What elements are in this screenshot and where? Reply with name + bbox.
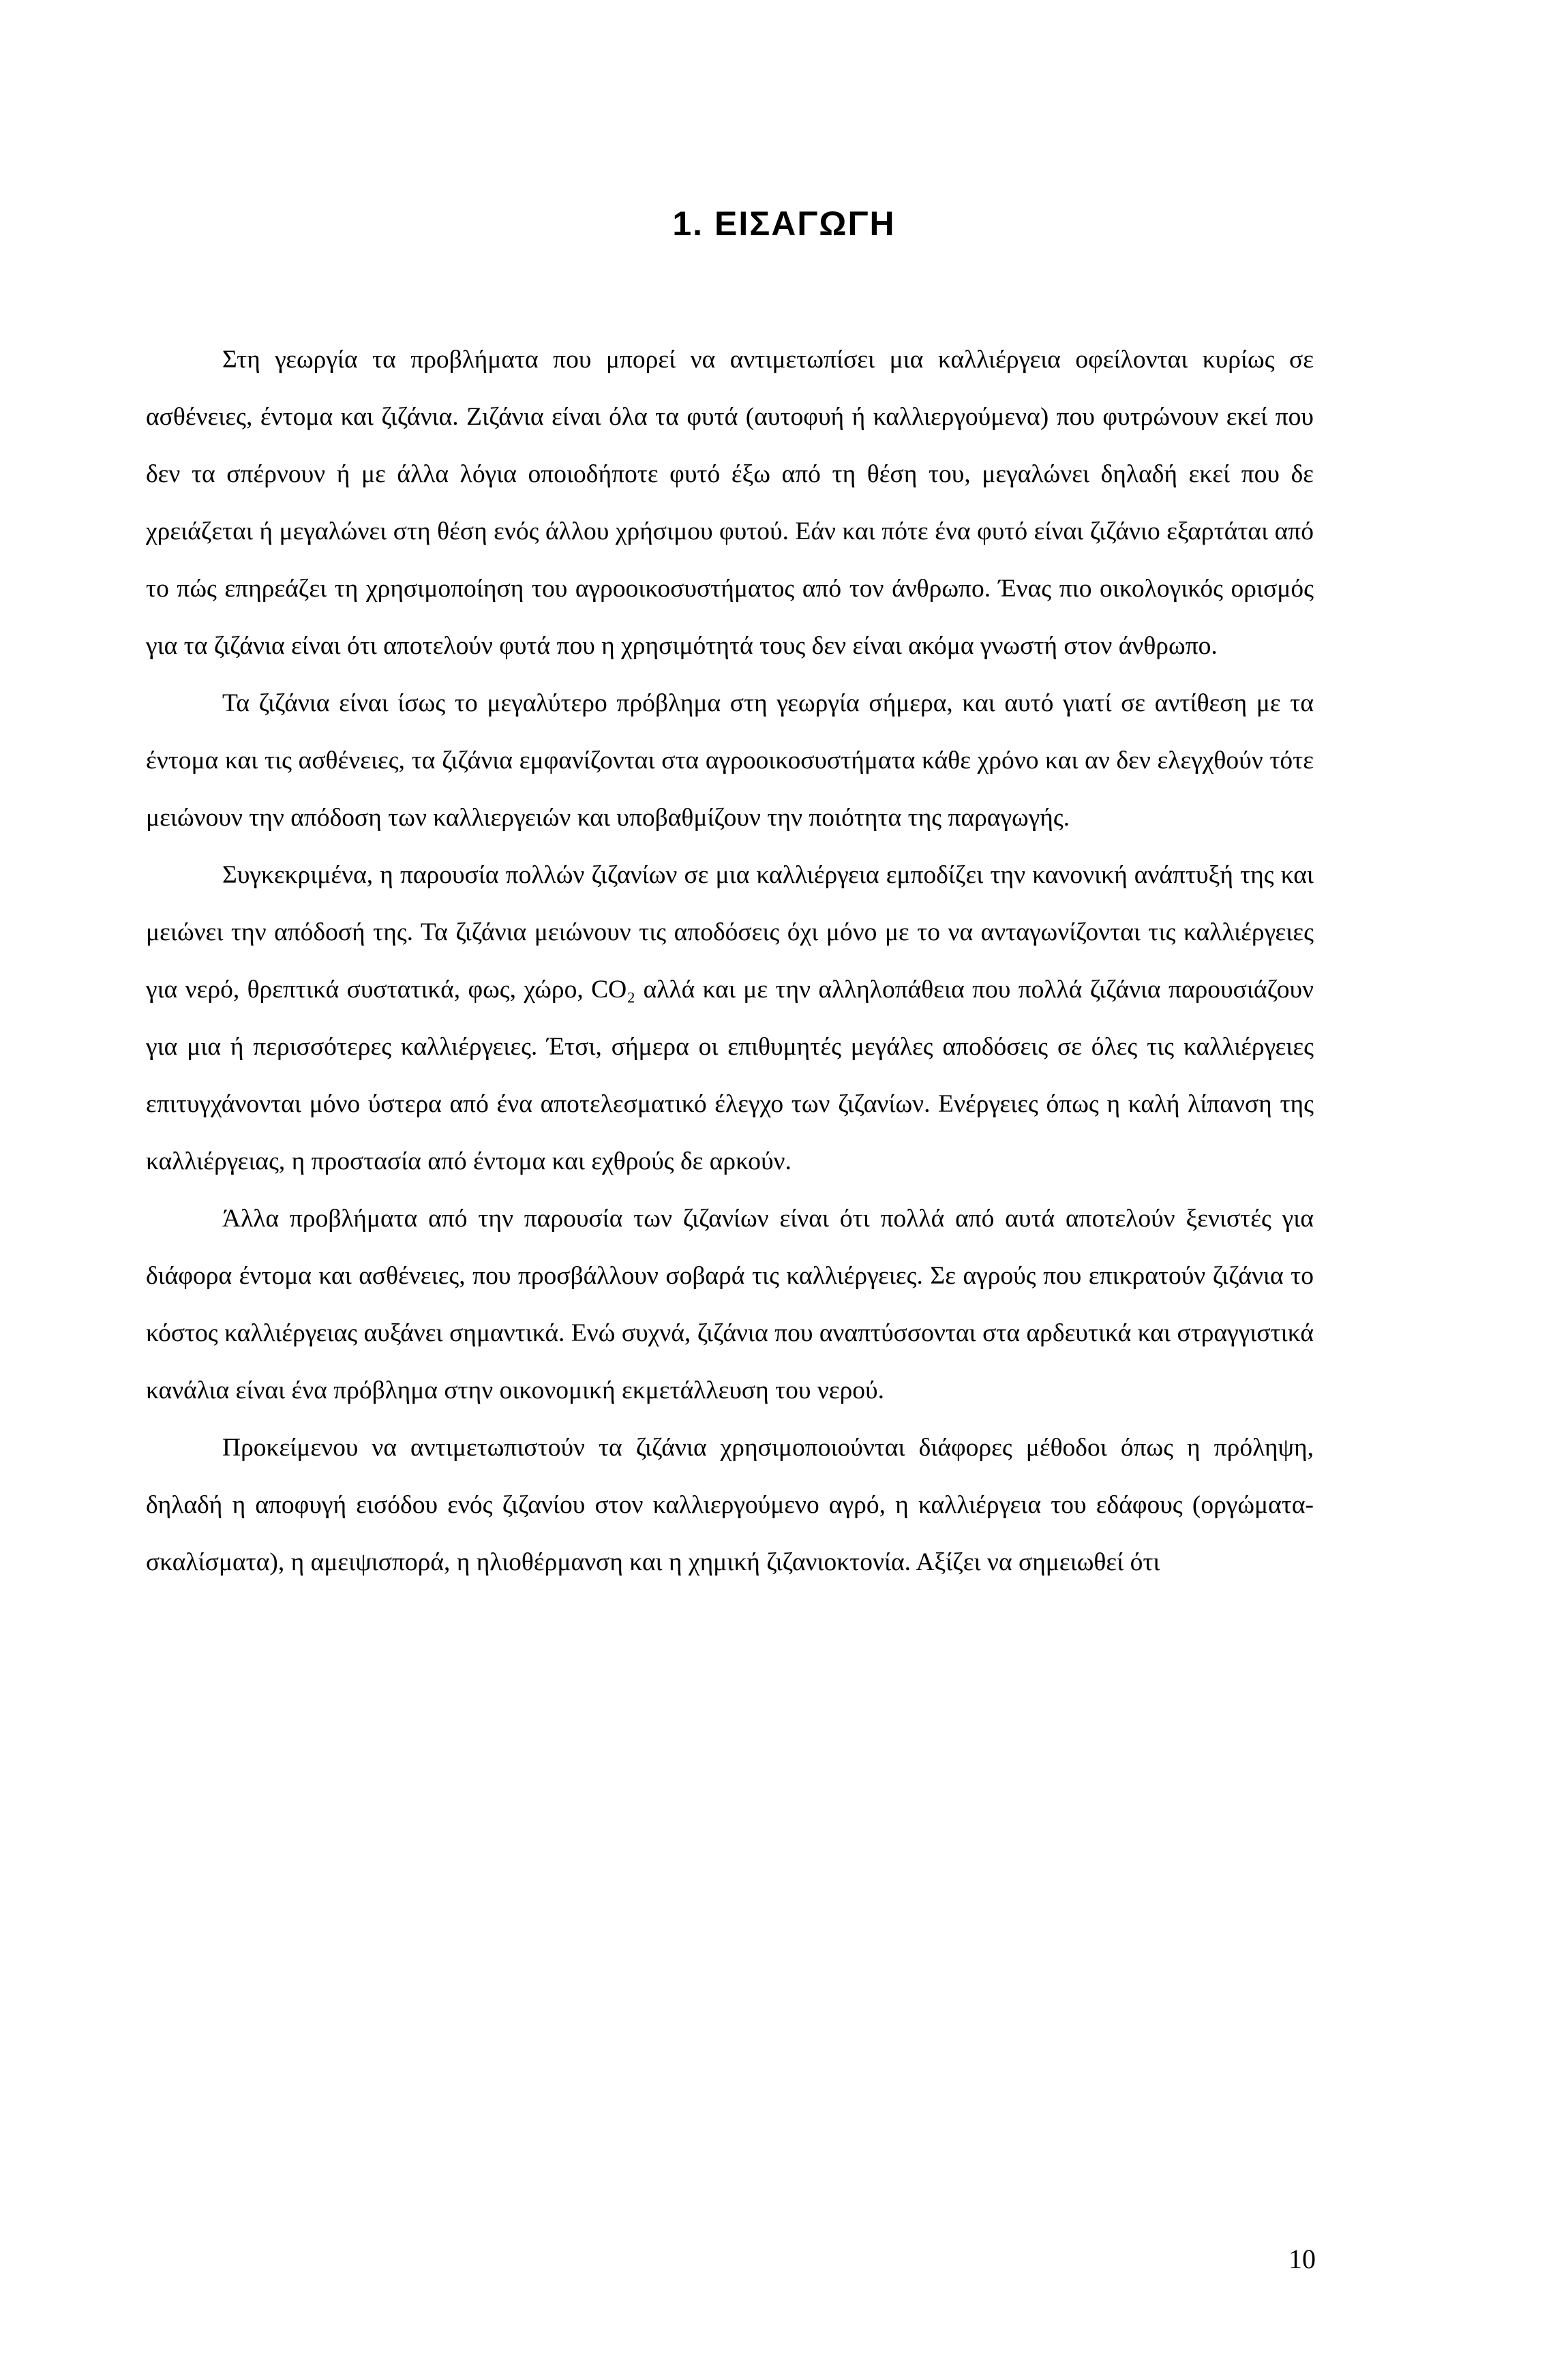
section-heading: 1. ΕΙΣΑΓΩΓΗ	[672, 205, 896, 243]
paragraph-weeds-problem: Τα ζιζάνια είναι ίσως το μεγαλύτερο πρόβλημα στη γεωργία σήμερα, και αυτό γιατί σε αντίθεση με τα έντομα και τις ασθένειες, τα ζιζάνια εμφανίζονται στα αγροοικοσυστήματα κάθε χρόνο και αν δεν ελεγχθούν τότε μειώνουν την απόδοση των καλλιεργειών και υποβαθμίζουν την ποιότητα της παραγωγής.	[146, 689, 1314, 832]
paragraph-control-methods: Προκείμενου να αντιμετωπιστούν τα ζιζάνια χρησιμοποιούνται διάφορες μέθοδοι όπως η πρόληψη, δηλαδή η αποφυγή εισόδου ενός ζιζανίου στον καλλιεργούμενο αγρό, η καλλιέργεια του εδάφους (οργώματα-σκαλίσματα), η αμειψισπορά, η ηλιοθέρμανση και η χημική ζιζανιοκτονία. Αξίζει να σημειωθεί ότι	[146, 1434, 1314, 1576]
page-number: 10	[1288, 2244, 1316, 2274]
paragraph-yield-reduction: Συγκεκριμένα, η παρουσία πολλών ζιζανίων σε μια καλλιέργεια εμποδίζει την κανονική ανάπτυξή της και μειώνει την απόδοσή της. Τα ζιζάνια μειώνουν τις αποδόσεις όχι μόνο με το να ανταγωνίζονται τις καλλιέργειες για νερό, θρεπτικά συστατικά, φως, χώρο, CO₂ αλλά και με την αλληλοπάθεια που πολλά ζιζάνια παρουσιάζουν για μια ή περισσότερες καλλιέργειες. Έτσι, σήμερα οι επιθυμητές μεγάλες αποδόσεις σε όλες τις καλλιέργειες επιτυγχάνονται μόνο ύστερα από ένα αποτελεσματικό έλεγχο των ζιζανίων. Ενέργειες όπως η καλή λίπανση της καλλιέργειας, η προστασία από έντομα και εχθρούς δε αρκούν.	[146, 861, 1314, 1175]
body-text	[146, 331, 1314, 1591]
paragraph-other-problems: Άλλα προβλήματα από την παρουσία των ζιζανίων είναι ότι πολλά από αυτά αποτελούν ξενιστές για διάφορα έντομα και ασθένειες, που προσβάλλουν σοβαρά τις καλλιέργειες. Σε αγρούς που επικρατούν ζιζάνια το κόστος καλλιέργειας αυξάνει σημαντικά. Ενώ συχνά, ζιζάνια που αναπτύσσονται στα αρδευτικά και στραγγιστικά κανάλια είναι ένα πρόβλημα στην οικονομική εκμετάλλευση του νερού.	[146, 1205, 1314, 1404]
paragraph-weeds-definition: Στη γεωργία τα προβλήματα που μπορεί να αντιμετωπίσει μια καλλιέργεια οφείλονται κυρίως σε ασθένειες, έντομα και ζιζάνια. Ζιζάνια είναι όλα τα φυτά (αυτοφυή ή καλλιεργούμενα) που φυτρώνουν εκεί που δεν τα σπέρνουν ή με άλλα λόγια οποιοδήποτε φυτό έξω από τη θέση του, μεγαλώνει δηλαδή εκεί που δε χρειάζεται ή μεγαλώνει στη θέση ενός άλλου χρήσιμου φυτού. Εάν και πότε ένα φυτό είναι ζιζάνιο εξαρτάται από το πώς επηρεάζει τη χρησιμοποίηση του αγροοικοσυστήματος από τον άνθρωπο. Ένας πιο οικολογικός ορισμός για τα ζιζάνια είναι ότι αποτελούν φυτά που η χρησιμότητά τους δεν είναι ακόμα γνωστή στον άνθρωπο.	[146, 346, 1314, 660]
